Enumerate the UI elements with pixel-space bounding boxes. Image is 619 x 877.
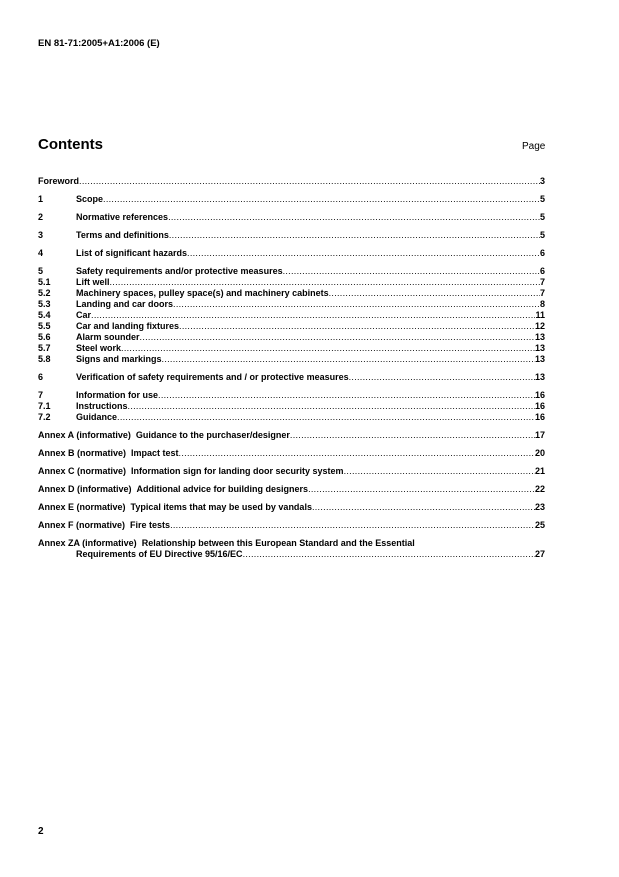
annex-title: Typical items that may be used by vandals [130, 502, 312, 512]
annex-title: Impact test [131, 448, 179, 458]
toc-entry-title: Signs and markings [76, 354, 162, 364]
dot-leader [169, 230, 540, 241]
toc-entry[interactable] [38, 343, 545, 354]
toc-entry-annex-za[interactable] [38, 538, 545, 560]
dot-leader [103, 194, 540, 205]
toc-entry[interactable] [38, 401, 545, 412]
toc-entry-title: Foreword [38, 176, 80, 186]
toc-entry-page: 12 [534, 321, 545, 331]
toc-sections [38, 176, 545, 423]
toc-entry-title: Instructions [76, 401, 128, 411]
toc-entry-title: List of significant hazards [76, 248, 188, 258]
toc-entry-number: 1 [38, 194, 44, 204]
toc-entry-annex[interactable] [38, 520, 545, 531]
dot-leader [329, 288, 540, 299]
dot-leader [179, 448, 535, 459]
annex-prefix: Annex E (normative) [38, 502, 126, 512]
toc-entry[interactable] [38, 412, 545, 423]
dot-leader [283, 266, 540, 277]
annex-page: 22 [534, 484, 545, 494]
toc-entry-number: 7.1 [38, 401, 51, 411]
toc-entry-title: Alarm sounder [76, 332, 140, 342]
dot-leader [117, 412, 535, 423]
dot-leader [162, 354, 535, 365]
toc-entry[interactable] [38, 310, 545, 321]
dot-leader [173, 299, 540, 310]
toc-entry-page: 5 [539, 230, 545, 240]
toc-entry-title: Terms and definitions [76, 230, 169, 240]
toc-entry[interactable] [38, 332, 545, 343]
toc-entry-page: 5 [539, 212, 545, 222]
contents-heading: Contents [38, 136, 103, 153]
toc-entry-number: 5.3 [38, 299, 51, 309]
annex-page: 20 [534, 448, 545, 458]
toc-entry-title: Steel work [76, 343, 122, 353]
toc-entry-page: 7 [539, 288, 545, 298]
toc-entry[interactable] [38, 194, 545, 205]
annex-za-page: 27 [534, 549, 545, 559]
dot-leader [308, 484, 535, 495]
dot-leader [290, 430, 535, 441]
dot-leader [312, 502, 535, 513]
toc-entry-page: 8 [539, 299, 545, 309]
toc-entry-number: 2 [38, 212, 44, 222]
annex-title: Guidance to the purchaser/designer [135, 430, 290, 440]
annex-page: 21 [534, 466, 545, 476]
toc-entry-page: 13 [534, 343, 545, 353]
toc-entry-title: Car and landing fixtures [76, 321, 180, 331]
toc-entry-number: 7.2 [38, 412, 51, 422]
dot-leader [140, 332, 535, 343]
dot-leader [243, 549, 535, 560]
toc-entry-page: 6 [539, 248, 545, 258]
dot-leader [187, 248, 540, 259]
annex-prefix: Annex F (normative) [38, 520, 126, 530]
toc-entry-title: Lift well [76, 277, 110, 287]
toc-entry-title: Scope [76, 194, 104, 204]
toc-entry-number: 5.4 [38, 310, 51, 320]
toc-entry-title: Normative references [76, 212, 169, 222]
dot-leader [158, 390, 535, 401]
dot-leader [179, 321, 535, 332]
annex-za-title-line1: Relationship between this European Standard and the Essential [141, 538, 415, 548]
toc-entry-title: Car [76, 310, 92, 320]
toc-entry-number: 5.1 [38, 277, 51, 287]
toc-entry-title: Landing and car doors [76, 299, 174, 309]
toc-entry-title: Information for use [76, 390, 159, 400]
page-number: 2 [38, 826, 44, 837]
toc-entry-page: 13 [534, 372, 545, 382]
annex-prefix: Annex A (informative) [38, 430, 131, 440]
annex-prefix: Annex D (informative) [38, 484, 132, 494]
toc-entry-number: 4 [38, 248, 44, 258]
toc-entry-page: 11 [535, 310, 545, 320]
toc-entry-title: Machinery spaces, pulley space(s) and machinery cabinets [76, 288, 329, 298]
toc-entry-number: 5.8 [38, 354, 51, 364]
dot-leader [110, 277, 540, 288]
toc-entry[interactable] [38, 266, 545, 277]
annex-title: Fire tests [130, 520, 171, 530]
document-header: EN 81-71:2005+A1:2006 (E) [38, 38, 160, 49]
dot-leader [79, 176, 540, 187]
toc-entry-page: 6 [539, 266, 545, 276]
dot-leader [121, 343, 535, 354]
dot-leader [128, 401, 535, 412]
dot-leader [349, 372, 535, 383]
toc-entry[interactable] [38, 176, 545, 187]
dot-leader [91, 310, 535, 321]
toc-entry[interactable] [38, 321, 545, 332]
annex-prefix: Annex C (normative) [38, 466, 127, 476]
toc-entry-number: 5.2 [38, 288, 51, 298]
toc-entry-page: 13 [534, 332, 545, 342]
toc-annexes [38, 430, 545, 531]
toc-entry-page: 5 [539, 194, 545, 204]
annex-title: Information sign for landing door security system [131, 466, 344, 476]
annex-za-line1 [38, 538, 545, 549]
toc-entry-page: 16 [534, 412, 545, 422]
dot-leader [344, 466, 535, 477]
toc-entry[interactable] [38, 230, 545, 241]
toc-entry-title: Guidance [76, 412, 118, 422]
annex-za-line2 [38, 549, 545, 560]
toc-entry[interactable] [38, 390, 545, 401]
toc-entry-page: 16 [534, 390, 545, 400]
toc-entry-number: 6 [38, 372, 44, 382]
annex-za-title-line2: Requirements of EU Directive 95/16/EC [76, 549, 243, 559]
toc-entry[interactable] [38, 212, 545, 223]
dot-leader [170, 520, 535, 531]
table-of-contents [38, 176, 545, 560]
toc-entry-annex[interactable] [38, 448, 545, 459]
annex-za-prefix: Annex ZA (informative) [38, 538, 137, 548]
toc-entry[interactable] [38, 277, 545, 288]
annex-title: Additional advice for building designers [136, 484, 309, 494]
toc-entry-annex[interactable] [38, 466, 545, 477]
toc-entry-page: 16 [534, 401, 545, 411]
toc-entry[interactable] [38, 288, 545, 299]
toc-entry[interactable] [38, 372, 545, 383]
toc-entry-number: 5.5 [38, 321, 51, 331]
annex-prefix: Annex B (normative) [38, 448, 127, 458]
toc-entry-annex[interactable] [38, 484, 545, 495]
toc-entry[interactable] [38, 248, 545, 259]
toc-entry-title: Verification of safety requirements and / or protective measures [76, 372, 349, 382]
toc-entry-title: Safety requirements and/or protective measures [76, 266, 283, 276]
page-column-label: Page [522, 141, 546, 152]
toc-entry-page: 3 [539, 176, 545, 186]
annex-page: 25 [534, 520, 545, 530]
toc-entry[interactable] [38, 354, 545, 365]
toc-entry-annex[interactable] [38, 502, 545, 513]
toc-entry[interactable] [38, 299, 545, 310]
annex-page: 17 [534, 430, 545, 440]
toc-entry-number: 3 [38, 230, 44, 240]
annex-page: 23 [534, 502, 545, 512]
toc-entry-page: 13 [534, 354, 545, 364]
toc-entry-annex[interactable] [38, 430, 545, 441]
dot-leader [168, 212, 540, 223]
toc-entry-number: 5 [38, 266, 44, 276]
toc-entry-page: 7 [539, 277, 545, 287]
toc-entry-number: 7 [38, 390, 44, 400]
toc-entry-number: 5.7 [38, 343, 51, 353]
toc-entry-number: 5.6 [38, 332, 51, 342]
